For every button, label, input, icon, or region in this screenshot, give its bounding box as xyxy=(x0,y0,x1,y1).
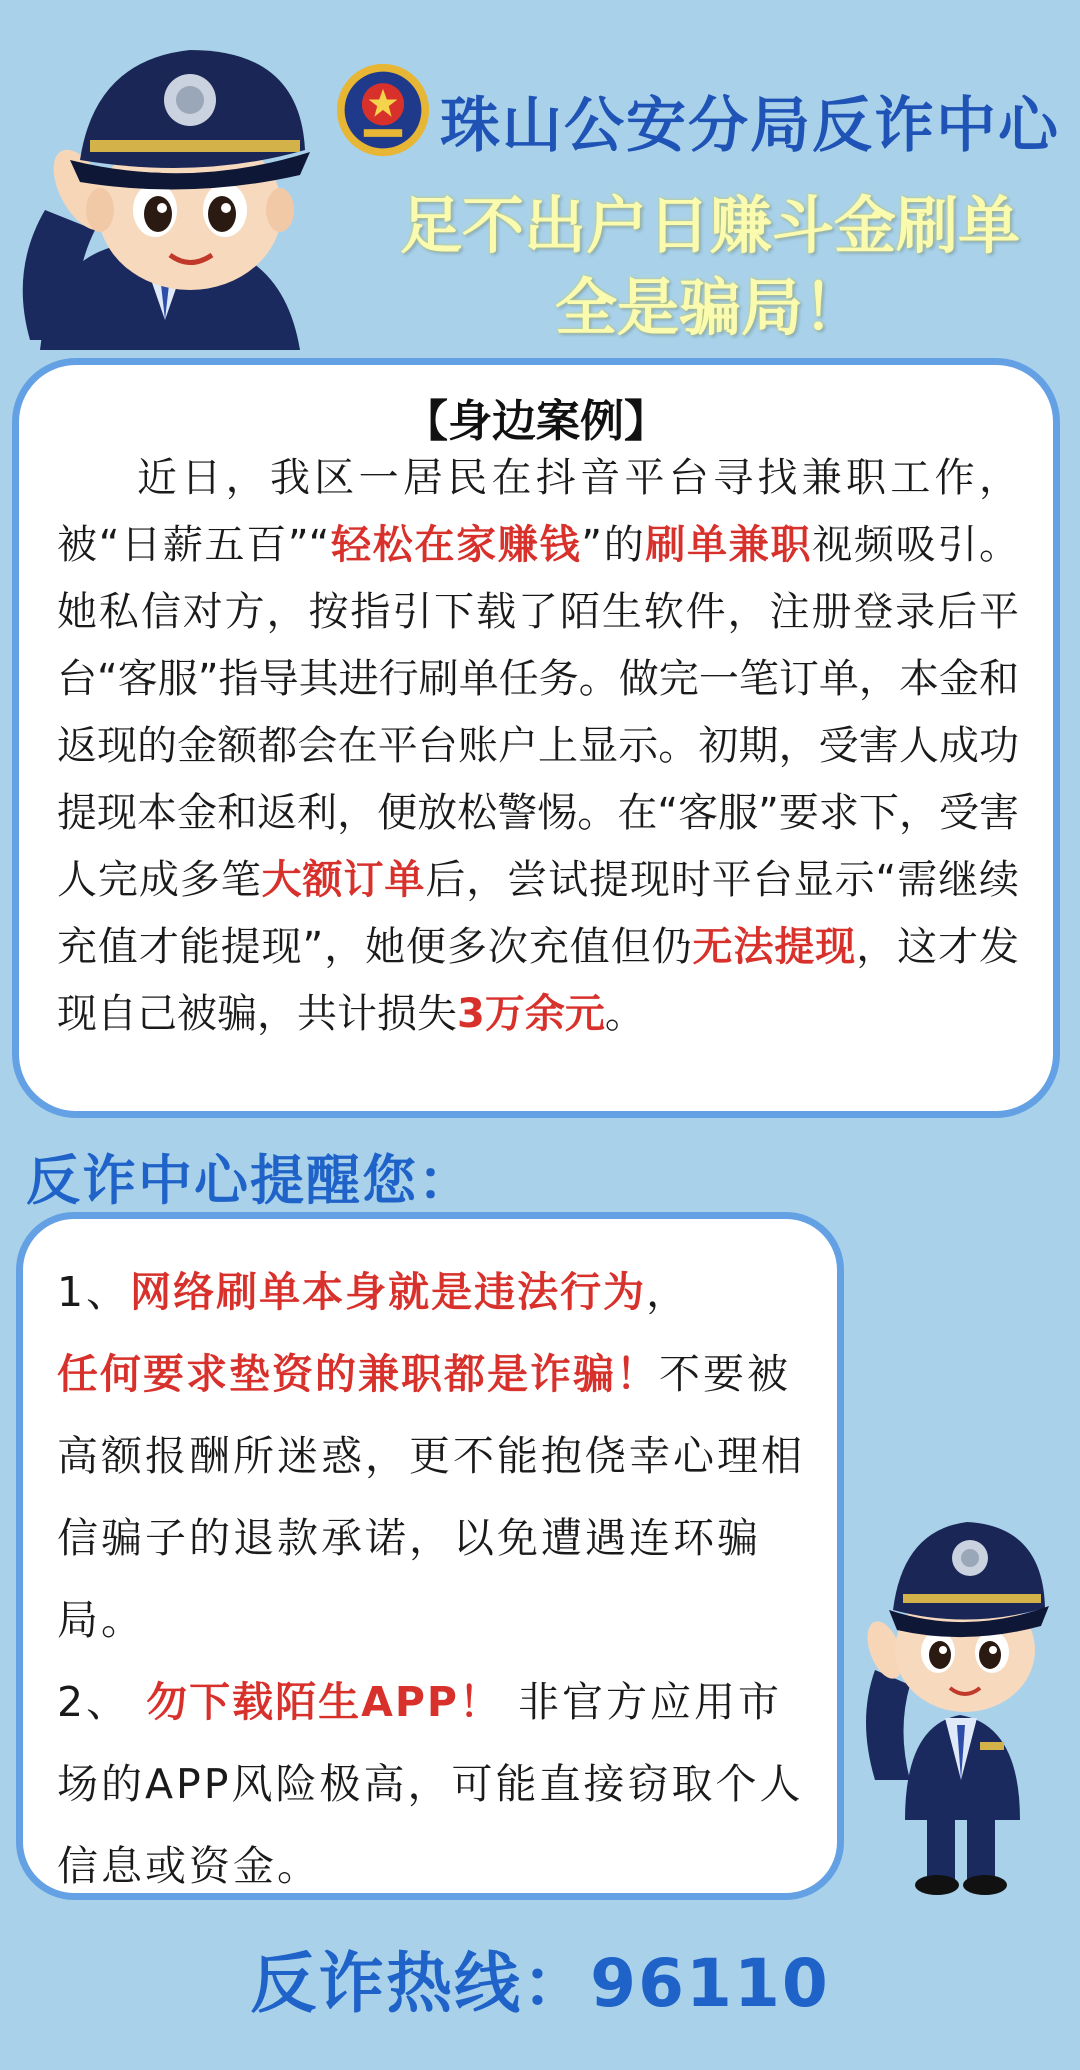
case-title: 【身边案例】 xyxy=(404,396,668,447)
case-text: 。 xyxy=(604,991,645,1037)
tip-1 xyxy=(57,1251,811,1661)
case-text: 视频吸引。她私信对方，按指引下载了陌生软件，注册登录后平台“客服”指导其进行刷单任务。做完一笔订单，本金和返现的金额都会在平台账户上显示。初期，受害人成功提现本金和返利，便放松警惕。在“客服”要求下，受害人完成多笔 xyxy=(57,522,1020,903)
tips-card xyxy=(16,1212,844,1900)
case-text: ，这才发现自己被骗，共计损失 xyxy=(57,924,1019,1037)
case-text: 近日，我区一居民在抖音平台寻找兼职工作，被“日薪五百”“ xyxy=(57,455,1019,568)
headline-line-1: 足不出户日赚斗金刷单 xyxy=(399,189,1020,262)
headline xyxy=(360,185,1060,349)
reminder-title: 反诈中心提醒您： xyxy=(26,1149,474,1212)
headline-line-2: 全是骗局！ xyxy=(554,271,865,344)
case-loss-amount: 3万余元 xyxy=(457,991,605,1037)
case-text: ”的 xyxy=(581,522,646,568)
tips-body xyxy=(57,1251,811,1907)
case-body xyxy=(57,445,1019,1048)
tip-1-highlight-a: 网络刷单本身就是违法行为 xyxy=(130,1268,647,1316)
case-highlight: 大额订单 xyxy=(261,857,426,903)
tip-2-number: 2、 xyxy=(57,1678,131,1726)
tip-2-text: 非官方应用市场的APP风险极高，可能直接窃取个人信息或资金。 xyxy=(57,1678,804,1890)
tip-2 xyxy=(57,1661,811,1907)
case-highlight: 无法提现 xyxy=(692,924,857,970)
org-title: 珠山公安分局反诈中心 xyxy=(440,91,1060,161)
case-highlight: 轻松在家赚钱 xyxy=(329,522,582,568)
tip-1-text: 不要被高额报酬所迷惑，更不能抱侥幸心理相信骗子的退款承诺，以免遭遇连环骗局。 xyxy=(57,1350,805,1644)
case-highlight: 刷单兼职 xyxy=(645,522,813,568)
police-officer-saluting-icon xyxy=(0,20,320,350)
tip-1-highlight-b: 任何要求垫资的兼职都是诈骗！ xyxy=(57,1350,659,1398)
tip-1-comma: ， xyxy=(646,1268,691,1316)
police-officer-saluting-icon xyxy=(845,1480,1075,1900)
tip-2-highlight: 勿下载陌生APP！ xyxy=(146,1678,502,1726)
police-emblem-icon xyxy=(335,62,431,158)
case-text: 后，尝试提现时平台显示“需继续充值才能提现”，她便多次充值但仍 xyxy=(57,857,1019,970)
case-card xyxy=(12,358,1060,1118)
hotline: 反诈热线：96110 xyxy=(250,1945,830,2022)
tip-1-number: 1、 xyxy=(57,1268,131,1316)
